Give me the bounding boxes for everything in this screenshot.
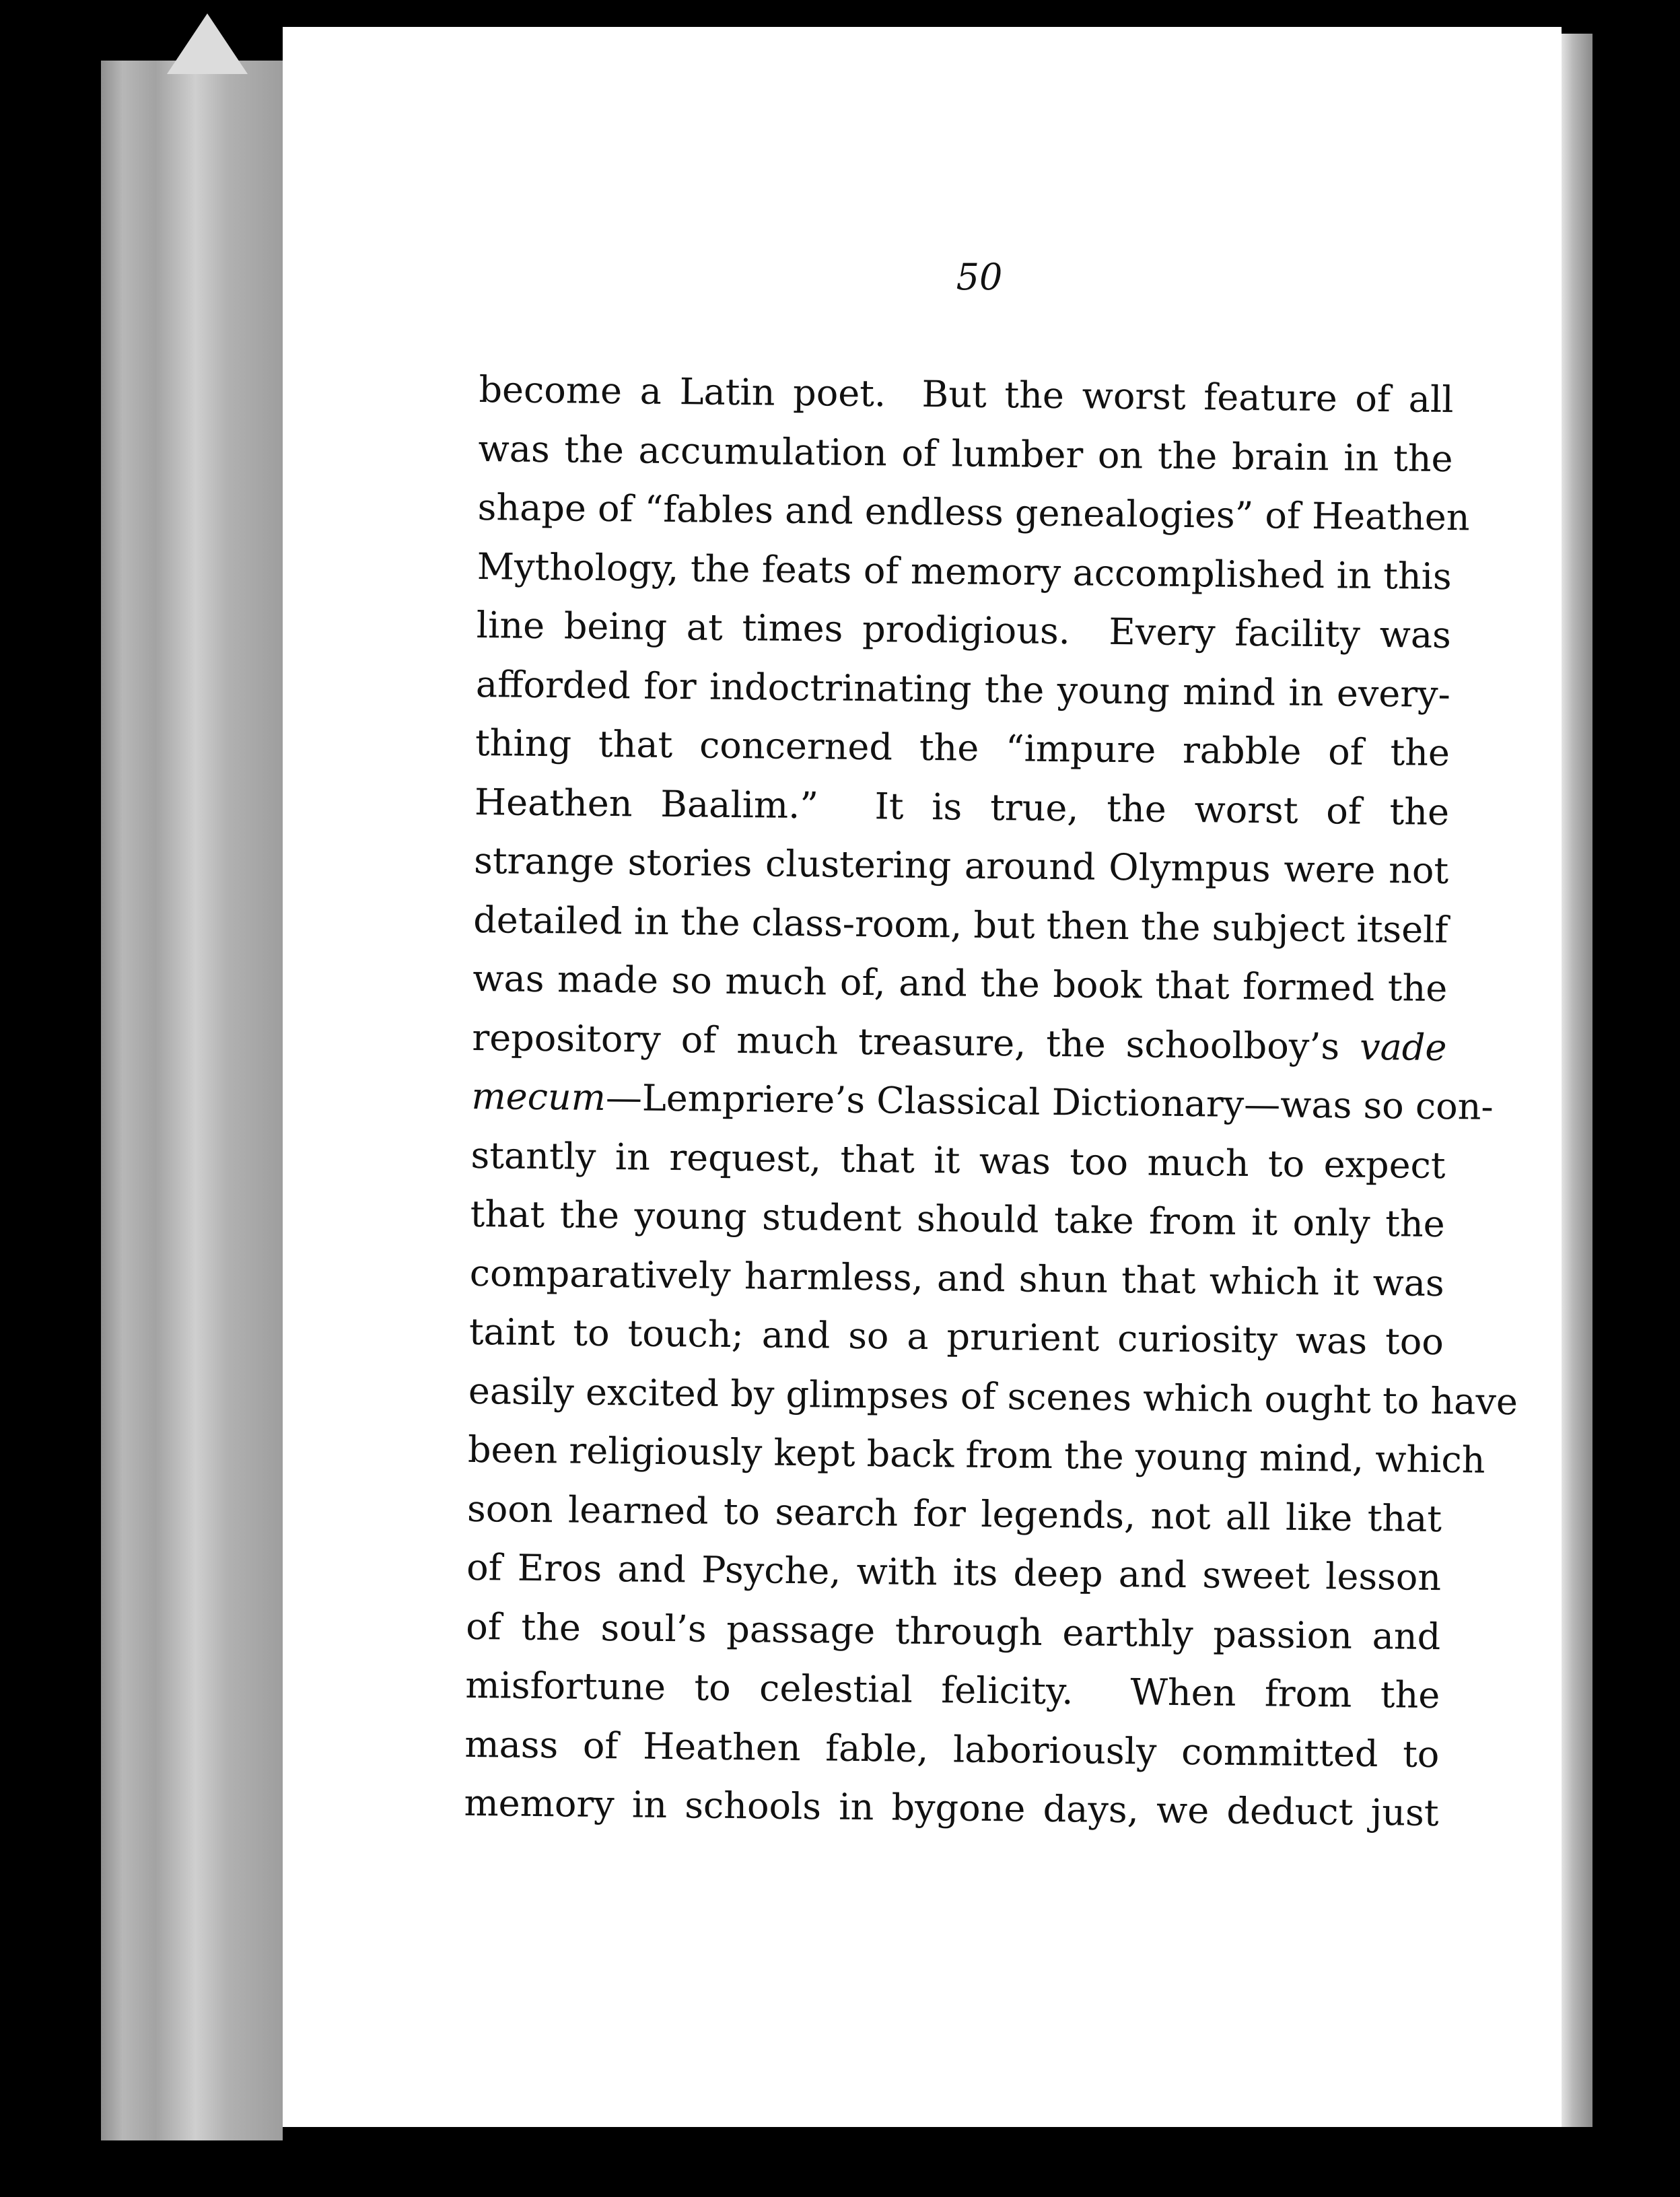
text-line: line being at times prodigious. Every facility was [476, 603, 1452, 657]
text-line: comparatively harmless, and shun that which it was [469, 1251, 1445, 1304]
text-line: taint to touch; and so a prurient curiosity was too [468, 1310, 1444, 1364]
text-line: repository of much treasure, the schoolboy’s vade [472, 1016, 1447, 1069]
text-line: was the accumulation of lumber on the brain in the [478, 427, 1453, 480]
text-line: Mythology, the feats of memory accomplished in this [477, 545, 1452, 598]
text-line: mecum—Lempriere’s Classical Dictionary—was so con- [471, 1074, 1494, 1128]
page-corner-fold [167, 13, 248, 74]
text-line: memory in schools in bygone days, we deduct just [464, 1781, 1439, 1835]
text-line: been religiously kept back from the young mind, which [467, 1428, 1485, 1481]
text-line: misfortune to celestial felicity. When from the [465, 1663, 1440, 1717]
body-text [464, 360, 1518, 1843]
text-line: soon learned to search for legends, not all like that [466, 1487, 1442, 1540]
page-number: 50 [956, 256, 1003, 298]
text-line: become a Latin poet. But the worst feature of all [479, 368, 1454, 421]
italic-phrase: vade [1359, 1025, 1447, 1069]
text-line: stantly in request, that it was too much to expect [470, 1134, 1446, 1187]
text-line: that the young student should take from it only the [470, 1192, 1445, 1246]
text-line: easily excited by glimpses of scenes which ought to have [468, 1369, 1518, 1423]
book-page-edges-right [1560, 34, 1593, 2127]
text-line: thing that concerned the “impure rabble of the [475, 721, 1450, 775]
text-line: afforded for indoctrinating the young mind in every- [475, 662, 1451, 716]
text-line: detailed in the class-room, but then the subject itself [473, 898, 1448, 951]
italic-phrase: mecum [471, 1074, 606, 1119]
text-line: was made so much of, and the book that formed the [473, 956, 1448, 1010]
text-line: mass of Heathen fable, laboriously committed to [464, 1722, 1440, 1776]
text-line: Heathen Baalim.” It is true, the worst of the [474, 780, 1450, 833]
text-line: of the soul’s passage through earthly passion and [465, 1605, 1441, 1658]
text-line: strange stories clustering around Olympus were not [473, 839, 1449, 893]
text-line: of Eros and Psyche, with its deep and sweet lesson [466, 1545, 1442, 1599]
text-line: shape of “fables and endless genealogies” of Heathen [477, 485, 1470, 539]
book-page-edges-left [101, 61, 283, 2140]
